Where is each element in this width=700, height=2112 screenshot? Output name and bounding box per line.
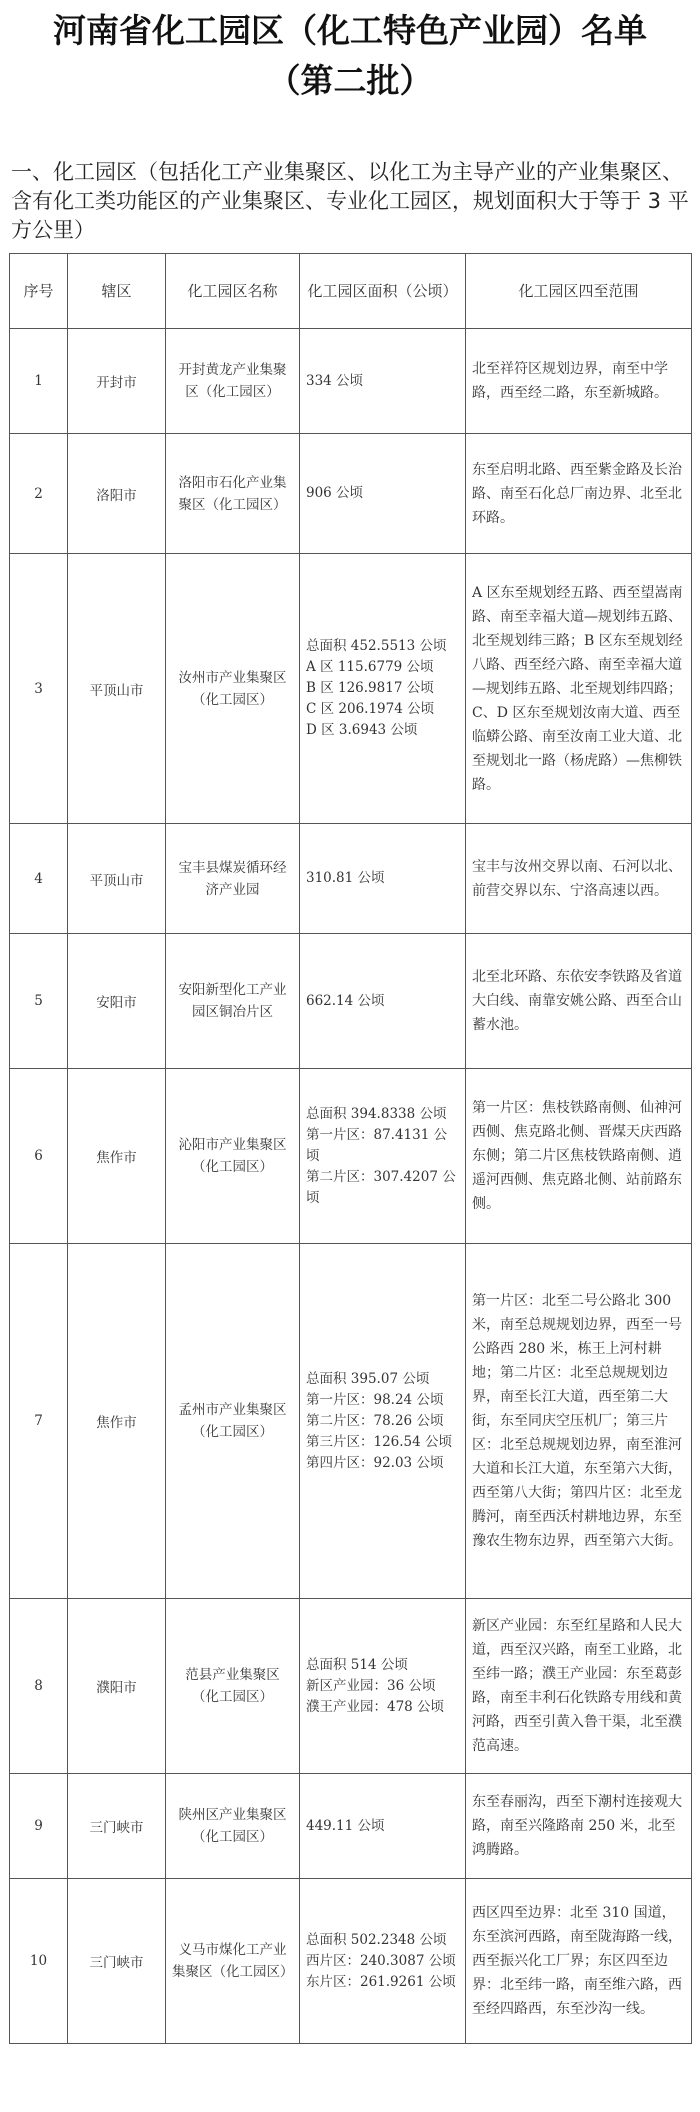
row-park-name: 宝丰县煤炭循环经济产业园: [166, 824, 300, 934]
table-row: [10, 1879, 692, 2044]
row-scope: 北至北环路、东依安李铁路及省道大白线、南靠安姚公路、西至合山蓄水池。: [466, 934, 692, 1069]
table-row: [10, 554, 692, 824]
row-district: 平顶山市: [68, 554, 166, 824]
row-park-name: 沁阳市产业集聚区（化工园区）: [166, 1069, 300, 1244]
table-row: [10, 329, 692, 434]
row-area: 总面积 514 公顷 新区产业园：36 公顷 濮王产业园：478 公顷: [300, 1599, 466, 1774]
header-area: 化工园区面积（公顷）: [300, 254, 466, 329]
row-scope: 第一片区：北至二号公路北 300 米，南至总规规划边界，西至一号公路西 280 米，栋王上河村耕地；第二片区：北至总规规划边界，南至长江大道，西至第二大街，东至同庆空压机厂；第三片区：北至总规规划边界，南至淮河大道和长江大道，东至第六大街，西至第八大街；第四片区：北至龙腾河，南至西沃村耕地边界，东至豫农生物东边界，西至第六大街。: [466, 1244, 692, 1599]
table-row: [10, 1599, 692, 1774]
row-no: 3: [10, 554, 68, 824]
row-no: 7: [10, 1244, 68, 1599]
header-district: 辖区: [68, 254, 166, 329]
row-district: 三门峡市: [68, 1879, 166, 2044]
document-title: [9, 6, 691, 106]
row-district: 三门峡市: [68, 1774, 166, 1879]
table-row: [10, 1244, 692, 1599]
row-park-name: 孟州市产业集聚区（化工园区）: [166, 1244, 300, 1599]
row-park-name: 安阳新型化工产业园区铜冶片区: [166, 934, 300, 1069]
row-area: 906 公顷: [300, 434, 466, 554]
title-line-2: （第二批）: [267, 61, 433, 100]
row-no: 2: [10, 434, 68, 554]
row-area: 总面积 394.8338 公顷 第一片区：87.4131 公顷 第二片区：307.4207 公顷: [300, 1069, 466, 1244]
row-no: 8: [10, 1599, 68, 1774]
section-heading: 一、化工园区（包括化工产业集聚区、以化工为主导产业的产业集聚区、含有化工类功能区的产业集聚区、专业化工园区，规划面积大于等于 3 平方公里）: [11, 160, 689, 242]
title-line-1: 河南省化工园区（化工特色产业园）名单: [53, 11, 647, 50]
row-no: 10: [10, 1879, 68, 2044]
row-park-name: 陕州区产业集聚区（化工园区）: [166, 1774, 300, 1879]
row-district: 开封市: [68, 329, 166, 434]
row-scope: A 区东至规划经五路、西至望嵩南路、南至幸福大道—规划纬五路、北至规划纬三路；B 区东至规划经八路、西至经六路、南至幸福大道—规划纬五路、北至规划纬四路；C、D 区东至规划汝南大道、西至临蟒公路、南至汝南工业大道、北至规划北一路（杨虎路）—焦柳铁路。: [466, 554, 692, 824]
row-district: 安阳市: [68, 934, 166, 1069]
row-park-name: 汝州市产业集聚区（化工园区）: [166, 554, 300, 824]
row-area: 总面积 395.07 公顷 第一片区：98.24 公顷 第二片区：78.26 公顷 第三片区：126.54 公顷 第四片区：92.03 公顷: [300, 1244, 466, 1599]
row-no: 9: [10, 1774, 68, 1879]
row-area: 662.14 公顷: [300, 934, 466, 1069]
table-row: [10, 1069, 692, 1244]
row-area: 310.81 公顷: [300, 824, 466, 934]
row-park-name: 洛阳市石化产业集聚区（化工园区）: [166, 434, 300, 554]
table-row: [10, 824, 692, 934]
row-district: 濮阳市: [68, 1599, 166, 1774]
header-scope: 化工园区四至范围: [466, 254, 692, 329]
row-scope: 东至春丽沟，西至下潮村连接观大路，南至兴隆路南 250 米，北至鸿腾路。: [466, 1774, 692, 1879]
row-park-name: 开封黄龙产业集聚区（化工园区）: [166, 329, 300, 434]
row-scope: 新区产业园：东至红星路和人民大道，西至汉兴路，南至工业路，北至纬一路；濮王产业园：东至葛彭路，南至丰利石化铁路专用线和黄河路，西至引黄入鲁干渠，北至濮范高速。: [466, 1599, 692, 1774]
row-scope: 东至启明北路、西至紫金路及长治路、南至石化总厂南边界、北至北环路。: [466, 434, 692, 554]
row-scope: 北至祥符区规划边界，南至中学路，西至经二路，东至新城路。: [466, 329, 692, 434]
row-no: 6: [10, 1069, 68, 1244]
row-area: 334 公顷: [300, 329, 466, 434]
row-area: 449.11 公顷: [300, 1774, 466, 1879]
row-district: 平顶山市: [68, 824, 166, 934]
header-no: 序号: [10, 254, 68, 329]
row-district: 焦作市: [68, 1069, 166, 1244]
header-name: 化工园区名称: [166, 254, 300, 329]
row-area: 总面积 502.2348 公顷 西片区：240.3087 公顷 东片区：261.9261 公顷: [300, 1879, 466, 2044]
row-district: 焦作市: [68, 1244, 166, 1599]
row-scope: 宝丰与汝州交界以南、石河以北、前营交界以东、宁洛高速以西。: [466, 824, 692, 934]
chemical-parks-table: [9, 253, 692, 2044]
row-park-name: 义马市煤化工产业集聚区（化工园区）: [166, 1879, 300, 2044]
row-scope: 西区四至边界：北至 310 国道，东至滨河西路，南至陇海路一线，西至振兴化工厂界；东区四至边界：北至纬一路，南至维六路，西至经四路西，东至沙沟一线。: [466, 1879, 692, 2044]
row-no: 1: [10, 329, 68, 434]
row-park-name: 范县产业集聚区（化工园区）: [166, 1599, 300, 1774]
table-header-row: [10, 254, 692, 329]
row-no: 4: [10, 824, 68, 934]
table-row: [10, 934, 692, 1069]
table-row: [10, 1774, 692, 1879]
table-row: [10, 434, 692, 554]
row-area: 总面积 452.5513 公顷 A 区 115.6779 公顷 B 区 126.9817 公顷 C 区 206.1974 公顷 D 区 3.6943 公顷: [300, 554, 466, 824]
row-scope: 第一片区：焦枝铁路南侧、仙神河西侧、焦克路北侧、晋煤天庆西路东侧；第二片区焦枝铁路南侧、逍遥河西侧、焦克路北侧、站前路东侧。: [466, 1069, 692, 1244]
row-no: 5: [10, 934, 68, 1069]
row-district: 洛阳市: [68, 434, 166, 554]
